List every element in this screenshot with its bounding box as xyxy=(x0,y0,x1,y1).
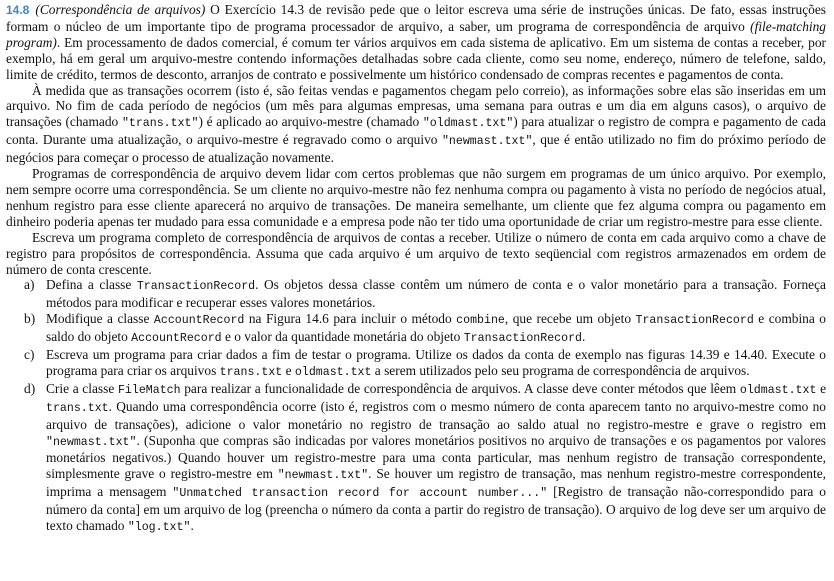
problems-paragraph: Programas de correspondência de arquivo devem lidar com certos problemas que não surgem em programas de um único arquivo. Por exemplo, nem sempre ocorre uma correspondência. Se um cliente no arquivo-mestre não fez nenhuma compra ou pagamento à vista no período de negócios atual, nenhum registro para esse cliente aparecerá no arquivo de transações. De maneira semelhante, um cliente que fez alguma compra ou pagamento em dinheiro poderia apenas ter mudado para essa comunidade e a empresa pode não ter tido uma oportunidade de criar um registro-mestre para esse cliente. xyxy=(6,166,826,229)
text-run: ) é aplicado ao arquivo-mestre (chamado xyxy=(198,114,423,130)
text-run: . xyxy=(190,518,194,534)
text-run: Escreva um programa para criar dados a fim de testar o programa. Utilize os dados da conta de exemplo nas figuras 14.39 e 14.40. Execute o programa para criar os arquivos xyxy=(46,347,826,378)
code-identifier: AccountRecord xyxy=(153,314,245,328)
code-identifier: TransactionRecord xyxy=(136,280,256,294)
exercise-title: (Correspondência de arquivos) xyxy=(35,2,206,17)
text-run: e combina o saldo do objeto xyxy=(46,311,827,345)
code-filename: "newmast.txt" xyxy=(46,435,137,449)
task-item-b xyxy=(24,311,827,347)
exercise-number: 14.8 xyxy=(6,3,30,17)
code-message: "Unmatched transaction record for account number..." xyxy=(172,487,548,501)
text-run: . Se houver um registro de transação, mas nenhum registro-mestre correspondente, imprima a mensagem xyxy=(46,466,826,500)
text-run: , que é então utilizado no fim do próximo período de negócios para começar o processo de atualização novamente. xyxy=(6,132,826,166)
text-run: ) para atualizar o registro de compra e pagamento de cada conta. Durante uma atualização, o arquivo-mestre é regravado como o arquivo xyxy=(6,114,826,148)
text-run: [Registro de transação não-correspondido para o número da conta] em um arquivo de log (preencha o número da conta a partir do registro de transação). O arquivo de log deve ser um arquivo de texto chamado xyxy=(46,484,826,534)
code-identifier: combine xyxy=(456,314,505,328)
code-filename: oldmast.txt xyxy=(739,383,817,397)
text-run: Defina a classe xyxy=(46,277,137,293)
code-filename: "newmast.txt" xyxy=(277,469,369,483)
text-run: . Os objetos dessa classe contêm um número de conta e o valor monetário para a transação. Forneça métodos para modificar e recuperar esses valores monetários. xyxy=(46,277,826,311)
item-marker: d) xyxy=(24,380,36,396)
text-run: a serem utilizados pelo seu programa de correspondência de arquivos. xyxy=(371,362,750,378)
text-run: para realizar a funcionalidade de correspondência de arquivos. A classe deve conter métodos que lêem xyxy=(180,380,740,396)
text-run: À medida que as transações ocorrem (isto é, são feitas vendas e pagamentos chegam pelo correio), as informações sobre elas são inseridas em um arquivo. No fim de cada período de negócios (um mês para algumas empresas, uma semana para outras e um dia em alguns casos), o arquivo de transações (chamado xyxy=(6,82,826,130)
task-item-d xyxy=(24,380,827,536)
text-run: . Quando uma correspondência ocorre (isto é, registros com o mesmo número de conta aparecem tanto no arquivo-mestre como no arquivo de transações), adicione o valor monetário no registro de transação ao saldo atual no registro-mestre e grave o registro em xyxy=(46,398,826,432)
intro-term: (file-matching program) xyxy=(6,18,826,50)
code-filename: "log.txt" xyxy=(127,521,191,535)
task-item-a xyxy=(24,277,826,311)
code-identifier: AccountRecord xyxy=(131,332,222,346)
code-identifier: TransactionRecord xyxy=(635,314,754,328)
task-paragraph: Escreva um programa completo de correspondência de arquivos de contas a receber. Utilize o número de conta em cada arquivo como a chave de registro para propósitos de correspondência. Assuma que cada arquivo é um arquivo de texto seqüencial com registros armazenados em ordem de número de conta crescente. xyxy=(6,229,826,277)
text-run: e xyxy=(816,380,827,396)
text-run: , que recebe um objeto xyxy=(504,311,636,327)
code-filename: trans.txt xyxy=(219,365,283,379)
item-marker: c) xyxy=(24,347,35,363)
text-run: Crie a classe xyxy=(46,380,118,396)
item-marker: a) xyxy=(24,277,35,293)
code-filename: "oldmast.txt" xyxy=(422,117,514,131)
intro-text: O Exercício 14.3 de revisão pede que o leitor escreva uma série de instruções únicas. De fato, essas instruções formam o núcleo de um importante tipo de programa processador de arquivo, a saber, um programa de correspondência de arquivo xyxy=(6,2,826,34)
text-run: Modifique a classe xyxy=(46,311,154,327)
exercise-intro-paragraph xyxy=(6,2,826,83)
task-item-c xyxy=(24,347,826,381)
text-run: na Figura 14.6 para incluir o método xyxy=(244,311,457,327)
code-filename: "trans.txt" xyxy=(121,117,199,131)
transactions-paragraph xyxy=(6,83,826,167)
code-identifier: FileMatch xyxy=(117,383,181,397)
code-filename: "newmast.txt" xyxy=(441,135,533,149)
text-run: e o valor da quantidade monetária do objeto xyxy=(221,329,464,345)
text-run: e xyxy=(282,362,295,378)
intro-text: . Em processamento de dados comercial, é comum ter vários arquivos em cada sistema de aplicativo. Em um sistema de contas a receber, por exemplo, há em geral um arquivo-mestre contendo informações detalhadas sobre cada cliente, como seu nome, endereço, número de telefone, saldo, limite de crédito, termos de desconto, arranjos de contrato e possivelmente um histórico condensado de compras recentes e pagamentos de conta. xyxy=(6,34,826,82)
code-filename: trans.txt xyxy=(46,401,109,415)
code-identifier: TransactionRecord xyxy=(463,332,582,346)
text-run: . (Suponha que compras são indicadas por valores monetários positivos no arquivo de transações e os pagamentos por valores monetários negativos.) Quando houver um registro-mestre para uma conta particular, mas nenhum registro de transação correspondente, simplesmente grave o registro-mestre em xyxy=(46,432,826,482)
text-run: . xyxy=(581,329,586,345)
code-filename: oldmast.txt xyxy=(294,365,372,379)
item-marker: b) xyxy=(24,311,36,327)
task-list xyxy=(6,277,826,536)
